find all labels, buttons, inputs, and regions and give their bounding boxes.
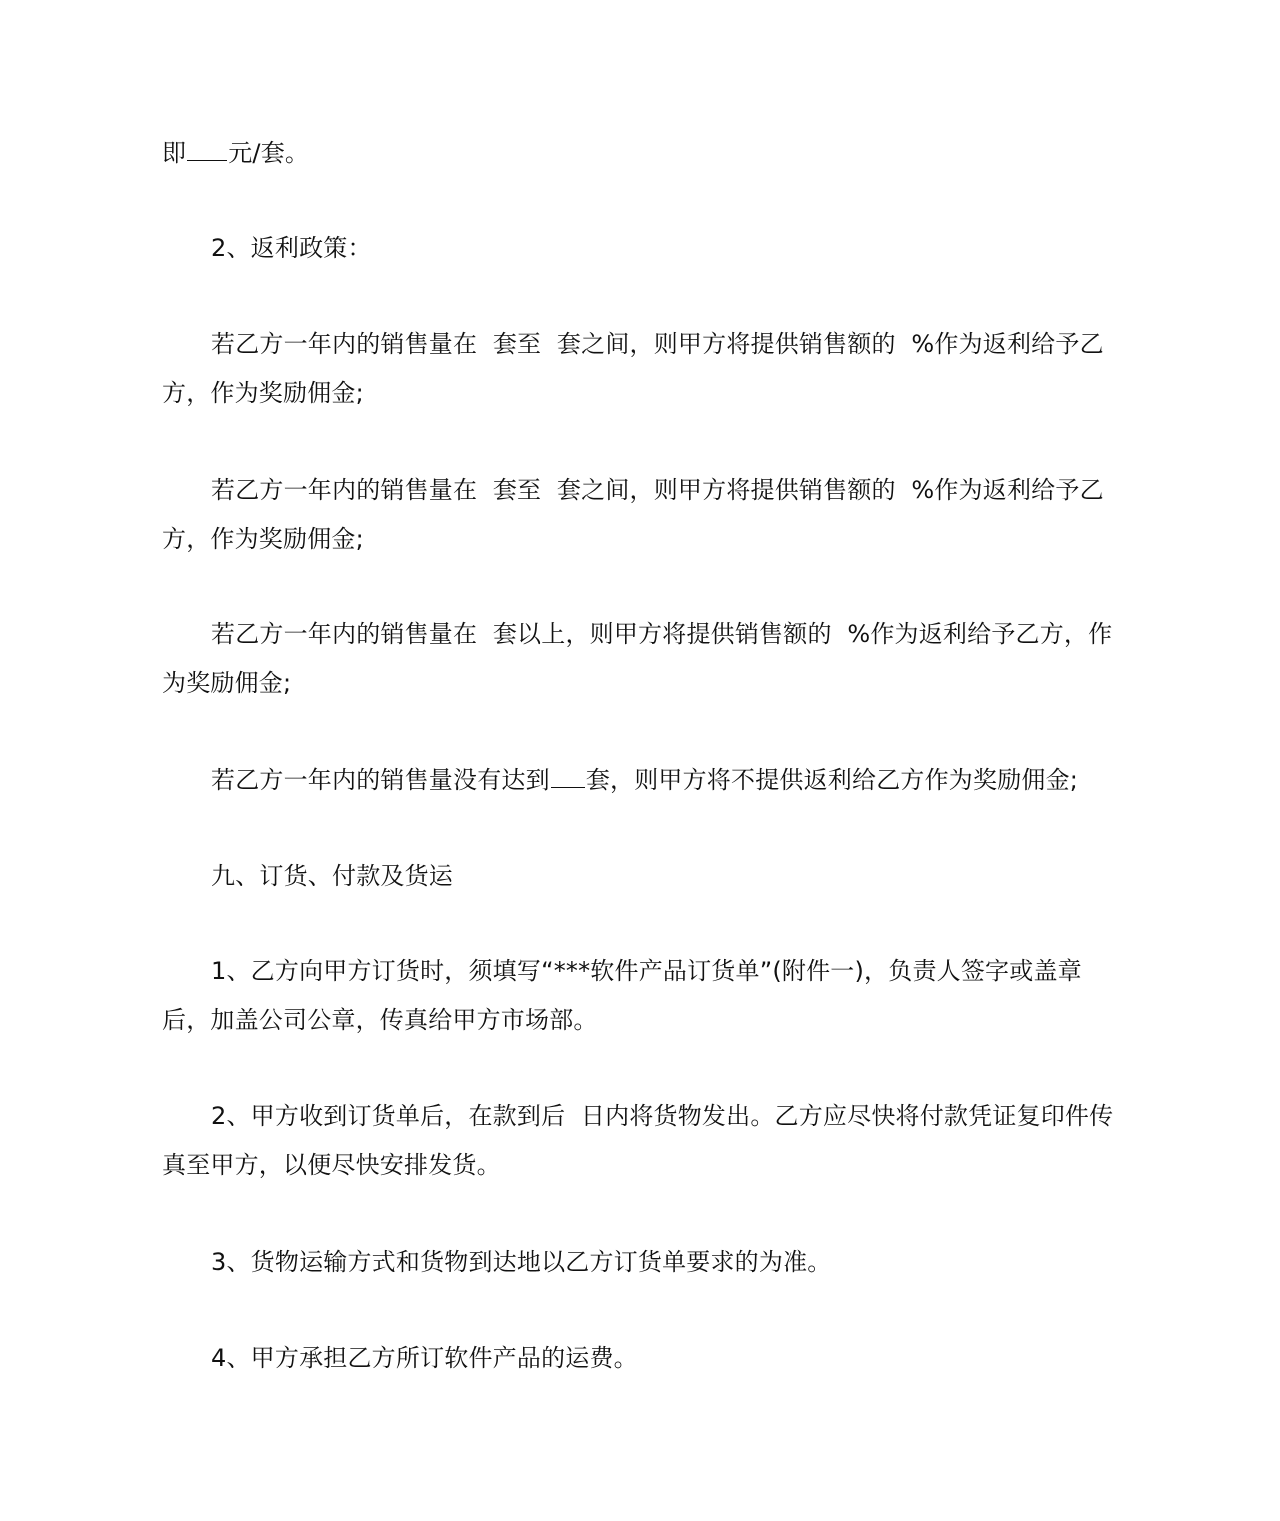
paragraph-ordering-3: 3、货物运输方式和货物到达地以乙方订货单要求的为准。 xyxy=(211,1248,832,1276)
section-heading-ordering: 九、订货、付款及货运 xyxy=(211,862,453,890)
blank-underline xyxy=(187,142,227,161)
heading-rebate-policy: 2、返利政策： xyxy=(211,234,372,262)
paragraph-price-after: 元/套。 xyxy=(228,139,310,167)
paragraph-rebate-tier-1: 若乙方一年内的销售量在 套至 套之间，则甲方将提供销售额的 %作为返利给予乙方，作为奖励佣金; xyxy=(162,330,1104,407)
paragraph-rebate-tier-2: 若乙方一年内的销售量在 套至 套之间，则甲方将提供销售额的 %作为返利给予乙方，作为奖励佣金; xyxy=(162,476,1104,553)
paragraph-no-rebate-before: 若乙方一年内的销售量没有达到 xyxy=(211,766,550,794)
paragraph-no-rebate-after: 套，则甲方将不提供返利给乙方作为奖励佣金; xyxy=(585,766,1079,794)
paragraph-ordering-4: 4、甲方承担乙方所订软件产品的运费。 xyxy=(211,1344,638,1372)
blank-underline xyxy=(551,769,585,788)
paragraph-no-rebate xyxy=(162,756,1118,805)
paragraph-ordering-1: 1、乙方向甲方订货时，须填写“***软件产品订货单”(附件一)，负责人签字或盖章后，加盖公司公章，传真给甲方市场部。 xyxy=(162,957,1082,1034)
paragraph-price-before: 即 xyxy=(162,139,187,167)
paragraph-rebate-tier-3: 若乙方一年内的销售量在 套以上，则甲方将提供销售额的 %作为返利给予乙方，作为奖励佣金; xyxy=(162,620,1113,697)
paragraph-ordering-2: 2、甲方收到订货单后，在款到后 日内将货物发出。乙方应尽快将付款凭证复印件传真至甲方，以便尽快安排发货。 xyxy=(162,1102,1114,1179)
paragraph-price xyxy=(162,129,1118,178)
